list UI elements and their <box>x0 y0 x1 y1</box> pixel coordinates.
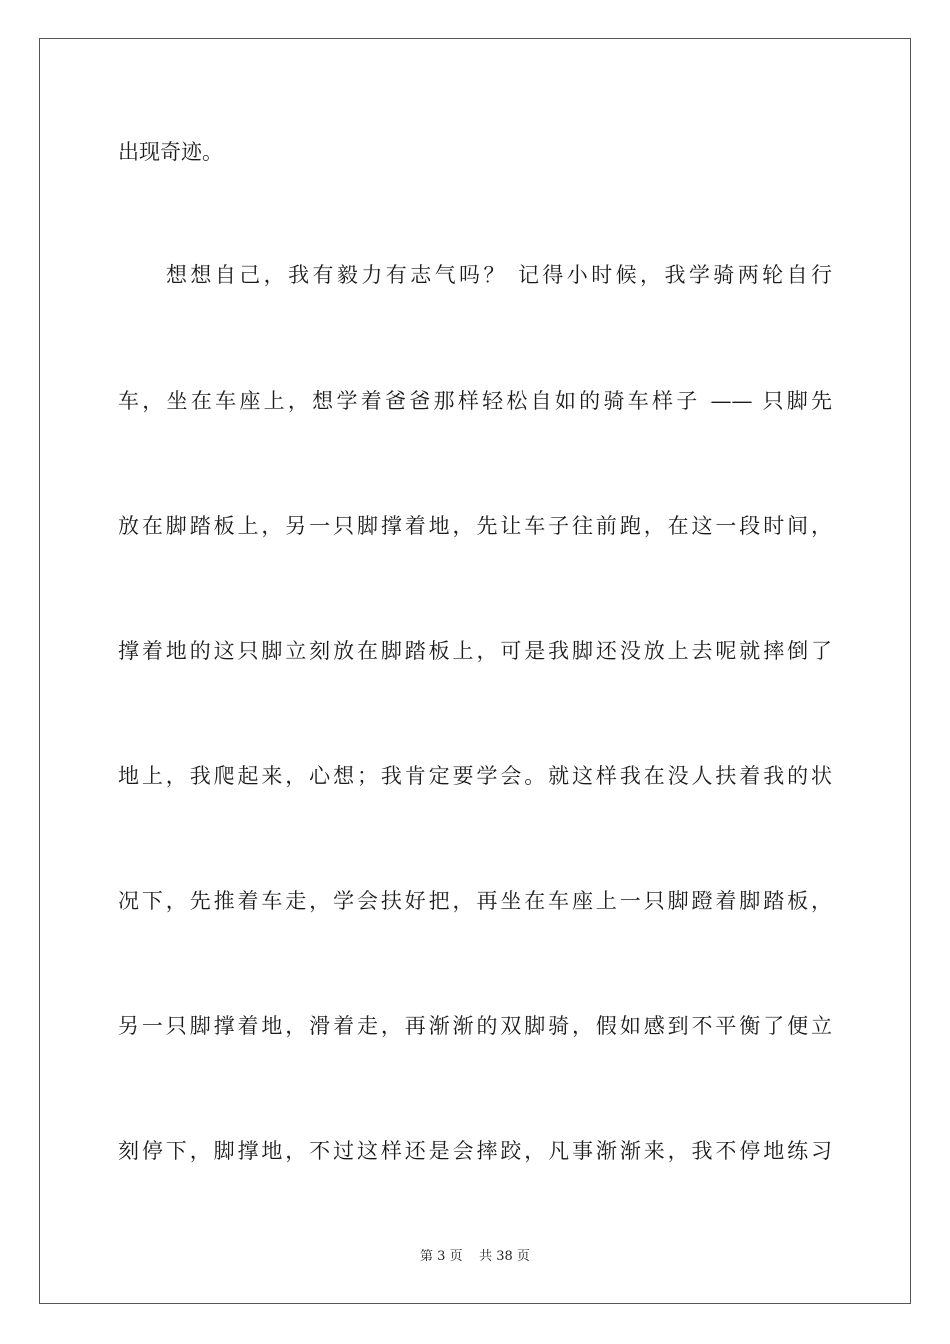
page-border <box>39 38 911 1304</box>
text-line: 出现奇迹。 <box>118 140 223 164</box>
text-line: 地上，我爬起来，心想；我肯定要学会。就这样我在没人扶着我的状 <box>118 764 832 788</box>
paragraph-first-line: 想想自己，我有毅力有志气吗？ 记得小时候，我学骑两轮自行 <box>166 263 832 287</box>
text-line: 刻停下，脚撑地，不过这样还是会摔跤，凡事渐渐来，我不停地练习 <box>118 1139 832 1163</box>
text-line: 车，坐在车座上，想学着爸爸那样轻松自如的骑车样子 —— 只脚先 <box>118 389 832 413</box>
text-line: 况下，先推着车走，学会扶好把，再坐在车座上一只脚蹬着脚踏板， <box>118 889 832 913</box>
text-line: 放在脚踏板上，另一只脚撑着地，先让车子往前跑，在这一段时间， <box>118 514 832 538</box>
page-number: 第 3 页 <box>420 1249 463 1264</box>
text-line: 撑着地的这只脚立刻放在脚踏板上，可是我脚还没放上去呢就摔倒了 <box>118 639 832 663</box>
page-footer <box>0 1248 950 1266</box>
text-line: 另一只脚撑着地，滑着走，再渐渐的双脚骑，假如感到不平衡了便立 <box>118 1014 832 1038</box>
page-total: 共 38 页 <box>479 1249 530 1264</box>
